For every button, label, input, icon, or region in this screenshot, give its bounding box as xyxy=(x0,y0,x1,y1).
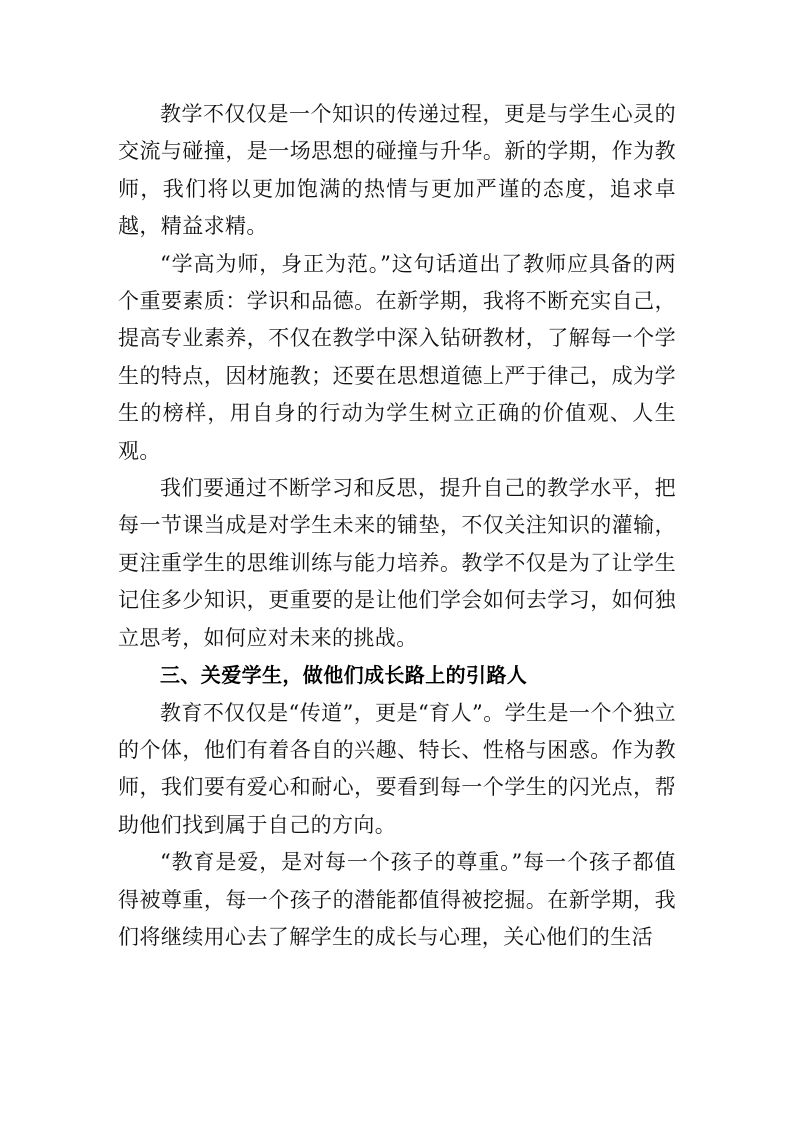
paragraph-continuous-learning: 我们要通过不断学习和反思，提升自己的教学水平，把每一节课当成是对学生未来的铺垫，不仅关注知识的灌输，更注重学生的思维训练与能力培养。教学不仅是为了让学生记住多少知识，更重要的是让他们学会如何去学习，如何独立思考，如何应对未来的挑战。 xyxy=(118,476,676,650)
paragraph-teacher-qualities: “学高为师，身正为范。”这句话道出了教师应具备的两个重要素质：学识和品德。在新学期，我将不断充实自己，提高专业素养，不仅在教学中深入钻研教材，了解每一个学生的特点，因材施教；还要在思想道德上严于律己，成为学生的榜样，用自身的行动为学生树立正确的价值观、人生观。 xyxy=(118,251,676,463)
paragraph-respect-every-child: “教育是爱，是对每一个孩子的尊重。”每一个孩子都值得被尊重，每一个孩子的潜能都值得被挖掘。在新学期，我们将继续用心去了解学生的成长与心理，关心他们的生活 xyxy=(118,850,676,949)
paragraph-teaching-process: 教学不仅仅是一个知识的传递过程，更是与学生心灵的交流与碰撞，是一场思想的碰撞与升华。新的学期，作为教师，我们将以更加饱满的热情与更加严谨的态度，追求卓越，精益求精。 xyxy=(118,102,676,239)
section-heading-care-for-students: 三、关爱学生，做他们成长路上的引路人 xyxy=(160,663,528,688)
document-body xyxy=(118,96,676,956)
paragraph-education-nurture: 教育不仅仅是“传道”，更是“育人”。学生是一个个独立的个体，他们有着各自的兴趣、特长、性格与困惑。作为教师，我们要有爱心和耐心，要看到每一个学生的闪光点，帮助他们找到属于自己的方向。 xyxy=(118,700,676,837)
